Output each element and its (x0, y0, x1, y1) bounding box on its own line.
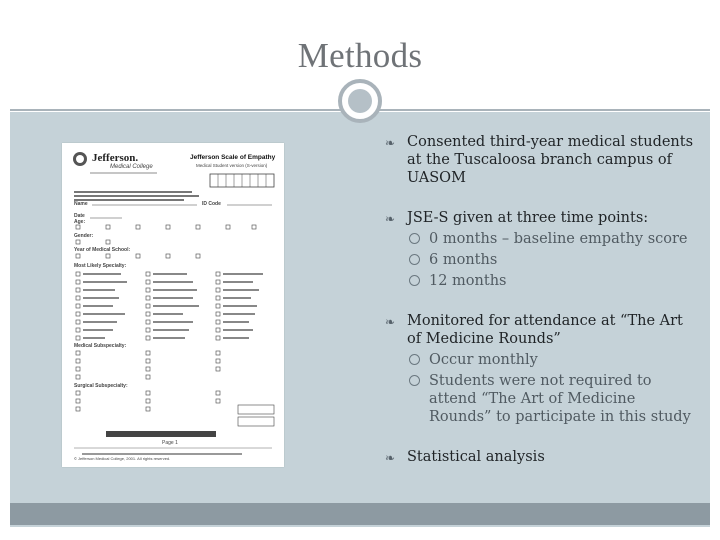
survey-surgical-sub-label: Surgical Subspecialty: (74, 383, 128, 389)
bullet-marker-icon: ❧ (385, 315, 396, 329)
bullet-item (385, 209, 700, 290)
year-checkboxes (76, 254, 200, 258)
gender-checkboxes (76, 240, 110, 244)
sub-bullet-list (407, 230, 700, 290)
survey-name-label: Name (74, 201, 88, 207)
bullet-item (385, 133, 700, 187)
divider-ring-center (348, 89, 372, 113)
sub-bullet-item (407, 272, 700, 290)
id-box-grid (210, 174, 274, 187)
circle-marker-icon (409, 375, 420, 386)
circle-marker-icon (409, 233, 420, 244)
survey-footer-text: © Jefferson Medical College, 2001. All rights reserved. (74, 456, 171, 461)
divider-ring-ornament (338, 79, 382, 123)
survey-id-label: ID Code (202, 201, 221, 207)
sub-bullet-text: 0 months – baseline empathy score (429, 231, 688, 247)
survey-logo-text: Jefferson. (92, 152, 139, 164)
footer-line (10, 525, 710, 527)
survey-date-label: Date (74, 213, 85, 219)
survey-subheading: Medical Student version (S-version) (196, 163, 268, 168)
survey-page-label: Page 1 (162, 440, 178, 446)
survey-logo-sub: Medical College (110, 164, 153, 170)
sub-bullet-item (407, 372, 700, 426)
survey-specialty-label: Most Likely Specialty: (74, 263, 127, 269)
survey-heading: Jefferson Scale of Empathy (190, 154, 276, 161)
circle-marker-icon (409, 254, 420, 265)
circle-marker-icon (409, 354, 420, 365)
survey-form-image (62, 143, 284, 467)
bullet-marker-icon: ❧ (385, 212, 396, 226)
logo-seal-inner (76, 155, 84, 163)
bullet-text: Monitored for attendance at “The Art of Medicine Rounds” (407, 313, 683, 347)
sub-bullet-item (407, 351, 700, 369)
slide-title: Methods (297, 36, 423, 75)
survey-age-label: Age: (74, 219, 86, 225)
sub-bullet-text: Students were not required to attend “The Art of Medicine Rounds” to participate in this study (429, 373, 691, 425)
footer-band (10, 503, 710, 525)
surgical-subspecialty-checkboxes (76, 391, 220, 411)
page-footer-text-line (82, 453, 242, 455)
sub-bullet-text: 6 months (429, 252, 498, 268)
bullet-text: Statistical analysis (407, 449, 545, 465)
bullet-text: Consented third-year medical students at the Tuscaloosa branch campus of UASOM (407, 134, 694, 186)
sub-bullet-text: 12 months (429, 273, 507, 289)
age-checkboxes (76, 225, 256, 229)
bullet-list (385, 133, 700, 488)
bullet-item (385, 312, 700, 426)
circle-marker-icon (409, 275, 420, 286)
sub-bullet-text: Occur monthly (429, 352, 538, 368)
specialty-option-lines (83, 273, 263, 339)
medical-subspecialty-checkboxes (76, 351, 220, 379)
bullet-text: JSE-S given at three time points: (407, 210, 649, 226)
bullet-marker-icon: ❧ (385, 451, 396, 465)
survey-medical-sub-label: Medical Subspecialty: (74, 343, 127, 349)
survey-year-label: Year of Medical School: (74, 247, 131, 253)
bottom-code-grid (238, 405, 274, 426)
bullet-item (385, 448, 700, 466)
survey-gender-label: Gender: (74, 233, 94, 239)
instruction-text-lines (74, 191, 199, 201)
continue-banner (106, 431, 216, 437)
sub-bullet-item (407, 251, 700, 269)
sub-bullet-list (407, 351, 700, 426)
bullet-marker-icon: ❧ (385, 136, 396, 150)
sub-bullet-item (407, 230, 700, 248)
survey-form-graphic (62, 143, 284, 467)
